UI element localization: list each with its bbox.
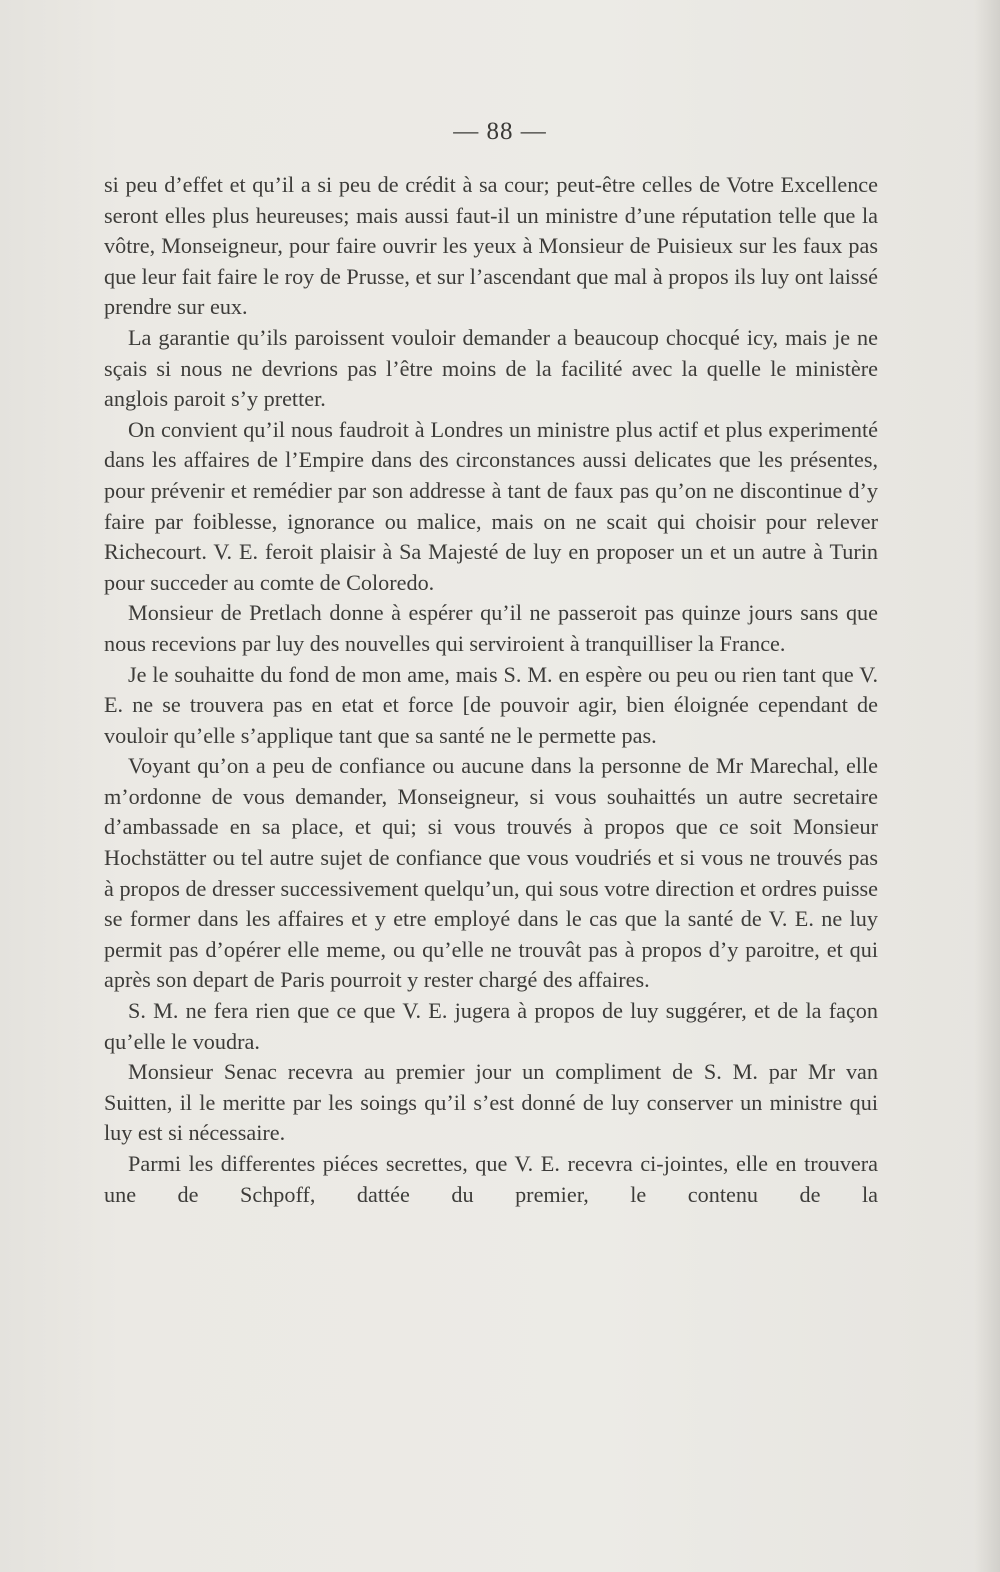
paragraph: S. M. ne fera rien que ce que V. E. jugera à propos de luy suggérer, et de la façon qu’elle le voudra. xyxy=(104,998,878,1054)
paragraph: Voyant qu’on a peu de confiance ou aucune dans la personne de Mr Marechal, elle m’ordonne de vous demander, Monseigneur, si vous souhaittés un autre secretaire d’ambassade en sa place, et qui; si vous trouvés à propos que ce soit Monsieur Hochstätter ou tel autre sujet de confiance que vous voudriés et si vous ne trouvés pas à propos de dresser successivement quelqu’un, qui sous votre direction et ordres puisse se former dans les affaires et y etre employé dans le cas que la santé de V. E. ne luy permit pas d’opérer elle meme, ou qu’elle ne trouvât pas à propos d’y paroitre, et qui après son depart de Paris pourroit y rester chargé des affaires. xyxy=(104,753,878,993)
paragraph: Monsieur Senac recevra au premier jour un compliment de S. M. par Mr van Suitten, il le meritte par les soings qu’il s’est donné de luy conserver un ministre qui luy est si nécessaire. xyxy=(104,1059,878,1146)
paragraph: La garantie qu’ils paroissent vouloir demander a beaucoup chocqué icy, mais je ne sçais si nous ne devrions pas l’être moins de la facilité avec la quelle le ministère anglois paroit s’y pretter. xyxy=(104,324,878,412)
paragraph: si peu d’effet et qu’il a si peu de crédit à sa cour; peut-être celles de Votre Excellence seront elles plus heureuses; mais aussi faut-il un ministre d’une réputation telle que la vôtre, Monseigneur, pour faire ouvrir les yeux à Monsieur de Puisieux sur les faux pas que leur fait faire le roy de Prusse, et sur l’ascendant que mal à propos ils luy ont laissé prendre sur eux. xyxy=(104,172,878,320)
paragraph: Monsieur de Pretlach donne à espérer qu’il ne passeroit pas quinze jours sans que nous recevions par luy des nouvelles qui serviroient à tranquilliser la France. xyxy=(104,600,878,656)
body-text xyxy=(104,170,878,1210)
page-edge-shadow xyxy=(974,0,1000,1572)
paragraph: Parmi les differentes piéces secrettes, que V. E. recevra ci-jointes, elle en trouvera une de Schpoff, dattée du premier, le contenu de la xyxy=(104,1151,878,1207)
paragraph: Je le souhaitte du fond de mon ame, mais S. M. en espère ou peu ou rien tant que V. E. ne se trouvera pas en etat et force [de pouvoir agir, bien éloignée cependant de vouloir qu’elle s’applique tant que sa santé ne le permette pas. xyxy=(104,661,878,748)
paragraph: On convient qu’il nous faudroit à Londres un ministre plus actif et plus experimenté dans les affaires de l’Empire dans des circonstances aussi delicates que les présentes, pour prévenir et remédier par son addresse à tant de faux pas qu’on ne discontinue d’y faire par foiblesse, ignorance ou malice, mais on ne scait qui choisir pour relever Richecourt. V. E. feroit plaisir à Sa Majesté de luy en proposer un et un autre à Turin pour succeder au comte de Coloredo. xyxy=(104,416,878,595)
page-number: — 88 — xyxy=(453,118,547,145)
